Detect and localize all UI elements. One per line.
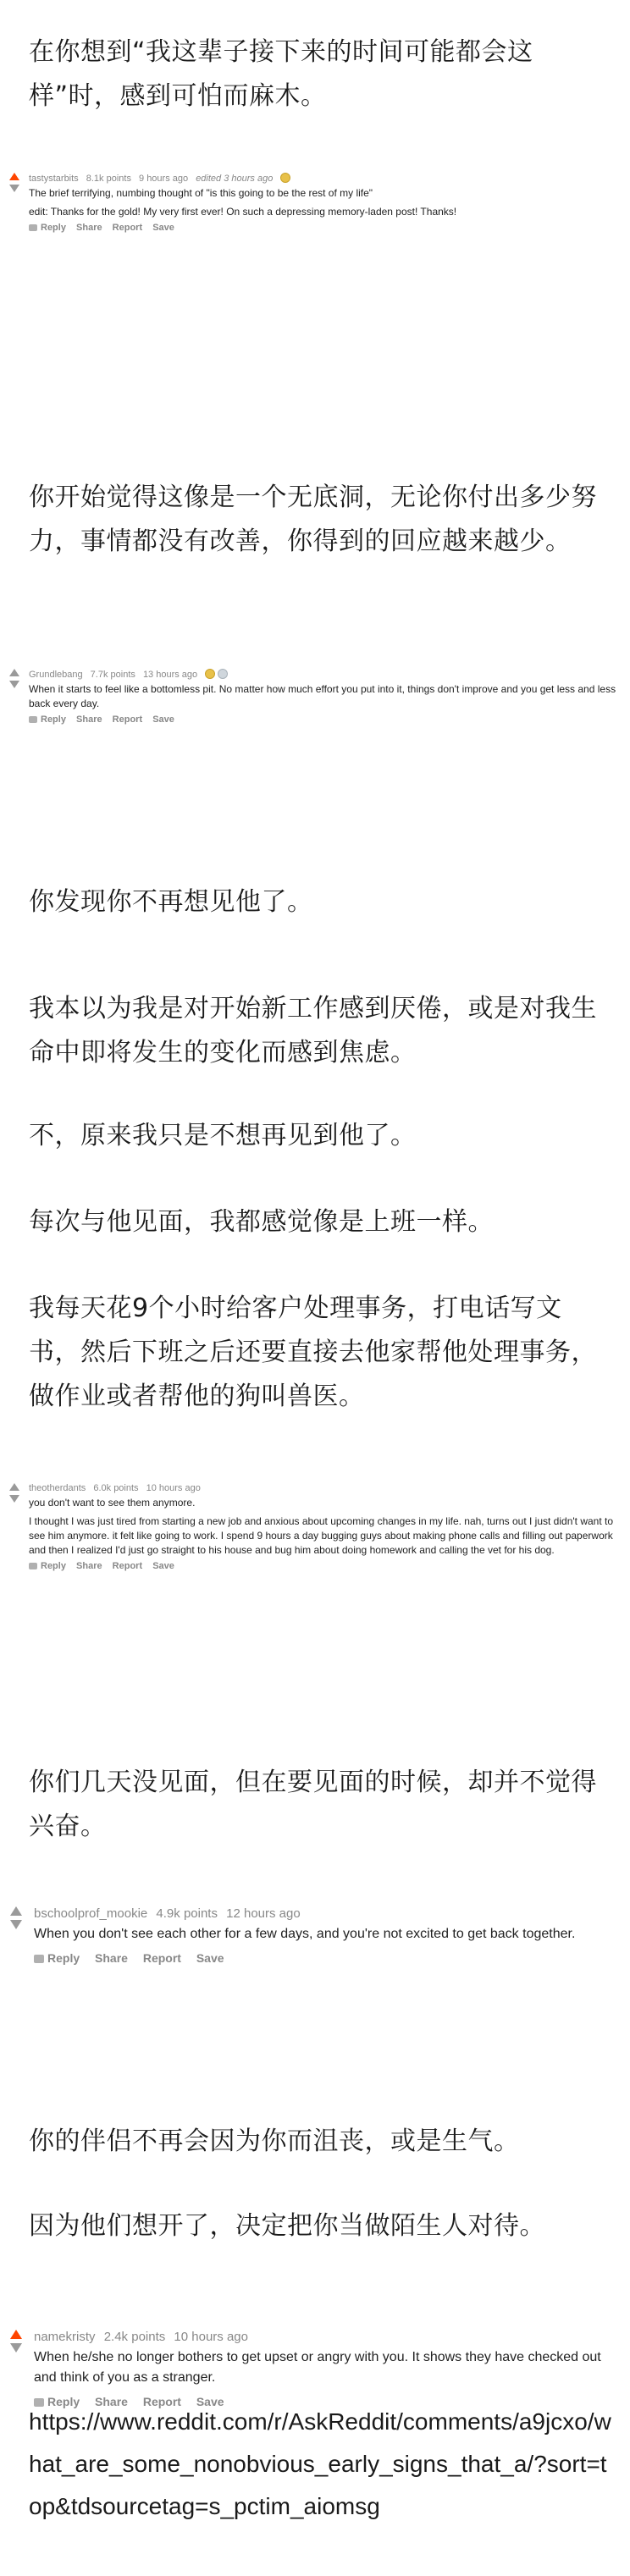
comment-time: 10 hours ago <box>146 1483 201 1493</box>
vote-controls <box>8 2330 24 2353</box>
comment-author[interactable]: Grundlebang <box>29 670 83 680</box>
comment-text: edit: Thanks for the gold! My very first ever! On such a depressing memory-laden post! Thanks! <box>29 206 457 218</box>
upvote-arrow-icon[interactable] <box>9 173 19 180</box>
reply-button[interactable]: Reply <box>29 714 66 725</box>
share-button[interactable]: Share <box>95 2395 128 2408</box>
paragraph-10: 因为他们想开了，决定把你当做陌生人对待。 <box>29 2211 545 2241</box>
paragraph-7: 我每天花9个小时给客户处理事务，打电话写文书，然后下班之后还要直接去他家帮他处理事务，做作业或者帮他的狗叫兽医。 <box>29 1294 597 1411</box>
comment-text: I thought I was just tired from starting a new job and anxious about upcoming changes in my life. nah, turns out I just didn't want to see him anymore. it felt like going to work. I spend 9 hours a day bugging guys about making phone calls and filling out paperwork and then I realized I'd just go straight to his house and bug him about doing homework and calling the vet for his dog. <box>29 1515 614 1556</box>
comment-time: 12 hours ago <box>226 1906 301 1921</box>
vote-controls <box>8 1483 20 1503</box>
downvote-arrow-icon[interactable] <box>9 185 19 192</box>
save-button[interactable]: Save <box>152 223 174 233</box>
report-button[interactable]: Report <box>112 1561 143 1571</box>
reply-button[interactable]: Reply <box>34 2395 80 2408</box>
paragraph-4: 我本以为我是对开始新工作感到厌倦，或是对我生命中即将发生的变化而感到焦虑。 <box>29 994 597 1067</box>
comment-text: When he/she no longer bothers to get upset or angry with you. It shows they have checked out and think of you as a stranger. <box>34 2350 601 2385</box>
gold-award-icon <box>205 669 215 679</box>
paragraph-8: 你们几天没见面，但在要见面的时候，却并不觉得兴奋。 <box>29 1768 597 1841</box>
comment-time: 9 hours ago <box>139 174 189 184</box>
vote-controls <box>8 1906 24 1929</box>
comment-bubble-icon <box>29 224 37 231</box>
comment-points: 7.7k points <box>90 670 135 680</box>
save-button[interactable]: Save <box>196 2395 224 2408</box>
comment-author[interactable]: tastystarbits <box>29 174 79 184</box>
report-button[interactable]: Report <box>142 1951 181 1965</box>
comment-text: When it starts to feel like a bottomless pit. No matter how much effort you put into it, things don't improve and you get less and less back every day. <box>29 683 616 709</box>
downvote-arrow-icon[interactable] <box>10 2343 22 2353</box>
paragraph-1: 在你想到“我这辈子接下来的时间可能都会这样”时，感到可怕而麻木。 <box>29 37 533 111</box>
downvote-arrow-icon[interactable] <box>10 1920 22 1929</box>
comment-text: The brief terrifying, numbing thought of "is this going to be the rest of my life" <box>29 187 373 199</box>
upvote-arrow-icon[interactable] <box>10 2330 22 2339</box>
comment-author[interactable]: theotherdants <box>29 1483 86 1493</box>
upvote-arrow-icon[interactable] <box>9 1483 19 1491</box>
comment-points: 4.9k points <box>156 1906 218 1921</box>
report-button[interactable]: Report <box>112 223 143 233</box>
reply-button[interactable]: Reply <box>34 1951 80 1965</box>
share-button[interactable]: Share <box>95 1951 128 1965</box>
comment-text: When you don't see each other for a few days, and you're not excited to get back together. <box>34 1927 576 1941</box>
paragraph-3: 你发现你不再想见他了。 <box>29 887 313 917</box>
comment-author[interactable]: namekristy <box>34 2330 96 2344</box>
comment-bubble-icon <box>34 1955 44 1963</box>
save-button[interactable]: Save <box>196 1951 224 1965</box>
comment-time: 13 hours ago <box>142 670 198 680</box>
source-url[interactable]: https://www.reddit.com/r/AskReddit/comments/a9jcxo/what_are_some_nonobvious_early_signs_that_a/?sort=top&tdsourcetag=s_pctim_aiomsg <box>29 2408 611 2519</box>
comment-author[interactable]: bschoolprof_mookie <box>34 1906 148 1921</box>
comment-points: 2.4k points <box>103 2330 166 2344</box>
comment-points: 6.0k points <box>93 1483 139 1493</box>
silver-award-icon <box>218 669 228 679</box>
vote-controls <box>8 173 20 192</box>
vote-controls <box>8 669 20 688</box>
reply-button[interactable]: Reply <box>29 223 66 233</box>
paragraph-2: 你开始觉得这像是一个无底洞，无论你付出多少努力，事情都没有改善，你得到的回应越来越少。 <box>29 483 597 556</box>
comment-text: you don't want to see them anymore. <box>29 1497 196 1509</box>
report-button[interactable]: Report <box>142 2395 181 2408</box>
paragraph-5: 不，原来我只是不想再见到他了。 <box>29 1121 417 1150</box>
share-button[interactable]: Share <box>76 223 102 233</box>
upvote-arrow-icon[interactable] <box>10 1906 22 1916</box>
comment-bubble-icon <box>29 1563 37 1569</box>
upvote-arrow-icon[interactable] <box>9 669 19 676</box>
comment-time: 10 hours ago <box>174 2330 248 2344</box>
share-button[interactable]: Share <box>76 714 102 725</box>
share-button[interactable]: Share <box>76 1561 102 1571</box>
downvote-arrow-icon[interactable] <box>9 681 19 688</box>
paragraph-6: 每次与他见面，我都感觉像是上班一样。 <box>29 1207 494 1237</box>
save-button[interactable]: Save <box>152 1561 174 1571</box>
comment-bubble-icon <box>29 716 37 723</box>
paragraph-9: 你的伴侣不再会因为你而沮丧，或是生气。 <box>29 2126 520 2156</box>
downvote-arrow-icon[interactable] <box>9 1495 19 1503</box>
save-button[interactable]: Save <box>152 714 174 725</box>
comment-edited: edited 3 hours ago <box>196 174 274 184</box>
reply-button[interactable]: Reply <box>29 1561 66 1571</box>
report-button[interactable]: Report <box>112 714 143 725</box>
gold-award-icon <box>280 173 290 183</box>
comment-points: 8.1k points <box>86 174 131 184</box>
